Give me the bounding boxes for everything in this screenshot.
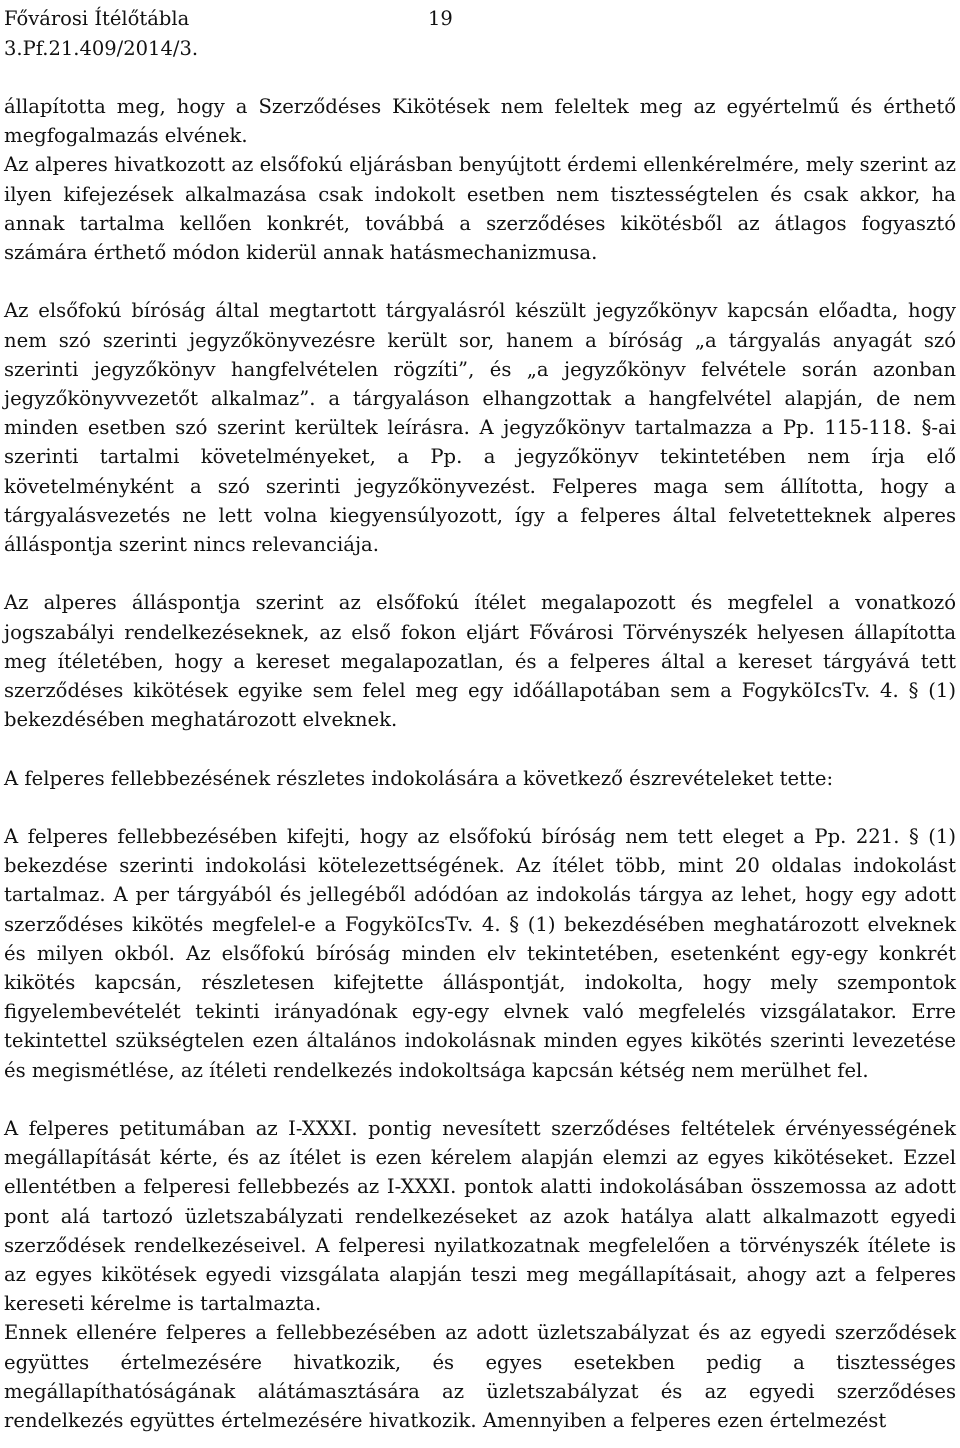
paragraph-8: Ennek ellenére felperes a fellebbezésében az adott üzletszabályzat és az egyedi szerződések együttes értelmezésére hivatkozik, és egyes esetekben pedig a tisztességes megállapíthatóságának alátámasztására az üzletszabályzat és az egyedi szerződéses rendelkezés együttes értelmezésére hivatkozik. Amennyiben a felperes ezen értelmezést (4, 1321, 956, 1433)
paragraph-1: állapította meg, hogy a Szerződéses Kikötések nem feleltek meg az egyértelmű és érthető megfogalmazás elvének. (4, 95, 956, 148)
case-number: 3.Pf.21.409/2014/3. (4, 37, 199, 60)
court-name: Fővárosi Ítélőtábla (4, 7, 190, 30)
paragraph-4: Az alperes álláspontja szerint az elsőfokú ítélet megalapozott és megfelel a vonatkozó jogszabályi rendelkezéseknek, az első fokon eljárt Fővárosi Törvényszék helyesen állapította meg ítéletében, hogy a kereset megalapozatlan, és a felperes által a kereset tárgyává tett szerződéses kikötések egyike sem felel meg egy időállapotában sem a FogyköIcsTv. 4. § (1) bekezdésében meghatározott elveknek. (4, 591, 956, 732)
page-number: 19 (428, 7, 453, 30)
page-header (4, 4, 453, 64)
paragraph-3: Az elsőfokú bíróság által megtartott tárgyalásról készült jegyzőkönyv kapcsán előadta, hogy nem szó szerinti jegyzőkönyvezésre került sor, hanem a bíróság „a tárgyalás anyagát szó szerinti jegyzőkönyv hangfelvételen rögzíti”, és „a jegyzőkönyv felvétele során azonban jegyzőkönyvvezetőt alkalmaz”. a tárgyaláson elhangzottak a hangfelvétel alapján, de nem minden esetben szó szerint kerültek leírásra. A jegyzőkönyv tartalmazza a Pp. 115-118. §-ai szerinti tartalmi követelményeket, a Pp. a jegyzőkönyv tekintetében nem írja elő követelményként a szó szerinti jegyzőkönyvezést. Felperes maga sem állította, hogy a tárgyalásvezetés ne lett volna kiegyensúlyozott, így a felperes által felvetetteknek alperes álláspontja szerint nincs relevanciája. (4, 299, 956, 557)
paragraph-7: A felperes petitumában az I-XXXI. pontig nevesített szerződéses feltételek érvényességének megállapítását kérte, és az ítélet is ezen kérelem alapján elemzi az egyes kikötéseket. Ezzel ellentétben a felperesi fellebbezés az I-XXXI. pontok alatti indokolásában összemossa az adott pont alá tartozó üzletszabályzati rendelkezéseket az azok hatálya alatt alkalmazott egyedi szerződések rendelkezéseivel. A felperesi nyilatkozatnak megfelelően a törvényszék ítélete is az egyes kikötések egyedi vizsgálata alapján teszi meg megállapításait, ahogy azt a felperes kereseti kérelme is tartalmazta. (4, 1117, 956, 1316)
document-body (4, 92, 956, 1435)
paragraph-6: A felperes fellebbezésében kifejti, hogy az elsőfokú bíróság nem tett eleget a Pp. 221. § (1) bekezdése szerinti indokolási kötelezettségének. Az ítélet több, mint 20 oldalas indokolást tartalmaz. A per tárgyából és jellegéből adódóan az indokolás tárgya az lehet, hogy egy adott szerződéses kikötés megfelel-e a FogyköIcsTv. 4. § (1) bekezdésében meghatározott elveknek és milyen okból. Az elsőfokú bíróság minden elv tekintetében, esetenként egy-egy konkrét kikötés kapcsán, részletesen kifejtette álláspontját, indokolta, hogy mely szempontok figyelembevételét tekinti irányadónak egy-egy elvnek való megfelelés vizsgálatakor. Erre tekintettel szükségtelen ezen általános indokolásnak minden egyes kikötés szerinti levezetése és megismétlése, az ítéleti rendelkezés indokoltsága kapcsán kétség nem merülhet fel. (4, 825, 956, 1082)
paragraph-5: A felperes fellebbezésének részletes indokolására a következő észrevételeket tette: (4, 766, 834, 790)
paragraph-2: Az alperes hivatkozott az elsőfokú eljárásban benyújtott érdemi ellenkérelmére, mely szerint az ilyen kifejezések alkalmazása csak indokolt esetben nem tisztességtelen és csak akkor, ha annak tartalma kellően konkrét, továbbá a szerződéses kikötésből az átlagos fogyasztó számára érthető módon kiderül annak hatásmechanizmusa. (4, 153, 956, 265)
